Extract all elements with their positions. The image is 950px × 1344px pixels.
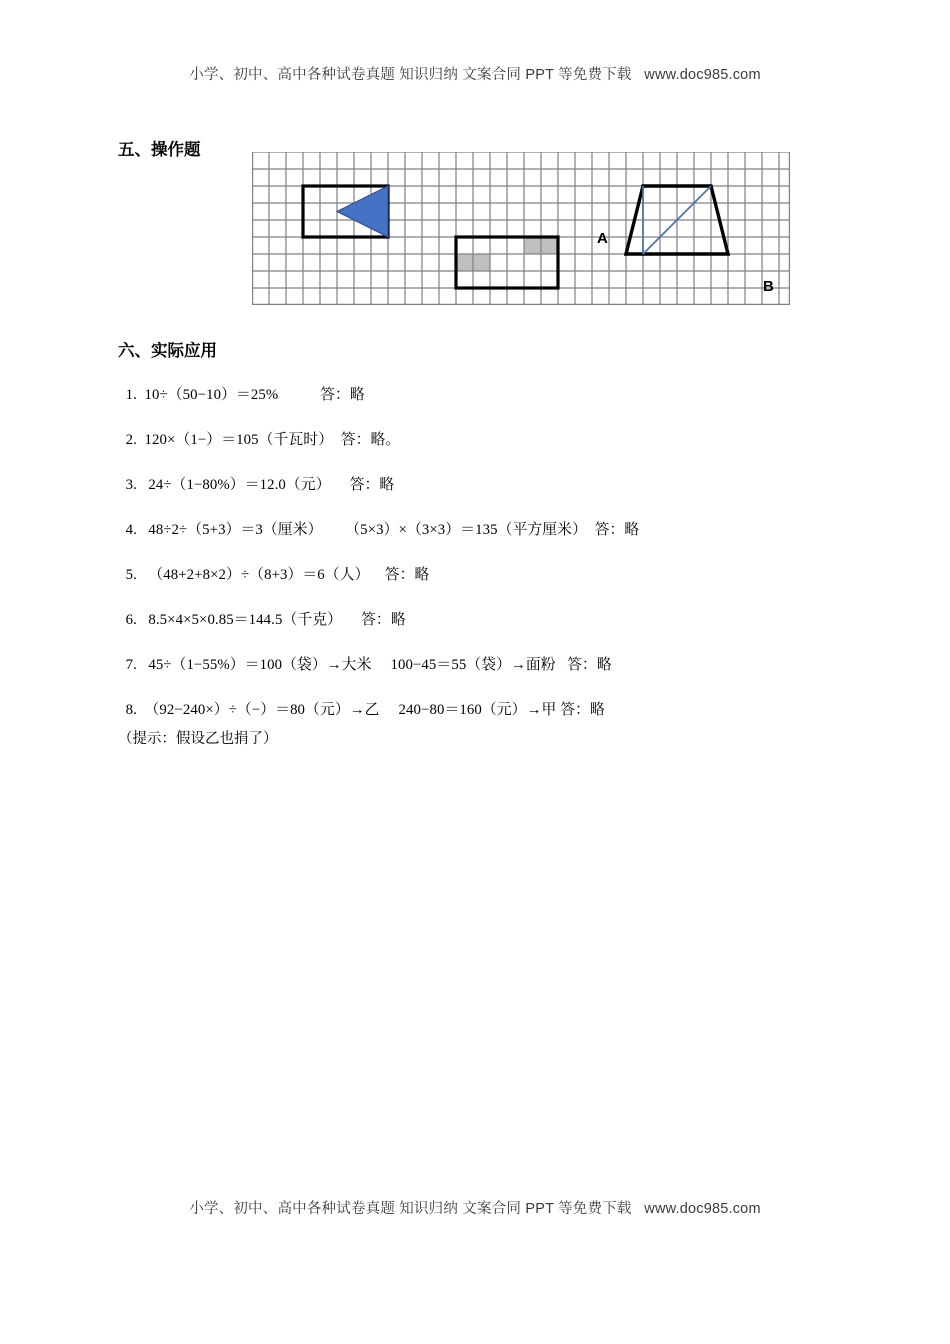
answer-text: （48+2+8×2）÷（8+3）＝6（人） xyxy=(148,567,370,583)
operation-figure xyxy=(252,152,790,305)
answer-number: 3. xyxy=(125,477,137,493)
answer-number: 8. xyxy=(125,702,137,718)
answer-text: 8.5×4×5×0.85＝144.5（千克） xyxy=(148,612,343,628)
answer-text: 120×（1−）＝105（千瓦时） xyxy=(144,432,334,448)
answer-result: 答：略 xyxy=(361,612,406,628)
answer-text: 45÷（1−55%）＝100（袋）→大米 xyxy=(148,657,372,673)
answer-text: 10÷（50−10）＝25% xyxy=(144,387,279,403)
answer-row-3 xyxy=(118,456,394,494)
answer-extra: （5×3）×（3×3）＝135（平方厘米） xyxy=(345,522,587,538)
answer-result: 答：略 xyxy=(560,702,605,718)
answer-row-4 xyxy=(118,501,639,539)
answer-row-2 xyxy=(118,411,400,449)
grid-diagram xyxy=(252,152,790,305)
hint-text: （提示：假设乙也捐了） xyxy=(118,731,278,747)
answer-text: 24÷（1−80%）＝12.0（元） xyxy=(148,477,331,493)
grid-label-b: B xyxy=(763,278,774,295)
blue-triangle xyxy=(337,186,388,237)
answer-row-7 xyxy=(118,636,612,674)
header-watermark: 小学、初中、高中各种试卷真题 知识归纳 文案合同 PPT 等免费下载 www.doc985.com xyxy=(189,67,761,83)
answer-number: 2. xyxy=(125,432,137,448)
answer-row-8 xyxy=(118,681,605,719)
answer-number: 1. xyxy=(125,387,137,403)
answer-text: 48÷2÷（5+3）＝3（厘米） xyxy=(148,522,323,538)
answer-extra: 100−45＝55（袋）→面粉 xyxy=(390,657,556,673)
section-heading-application: 六、实际应用 xyxy=(118,342,217,360)
answer-row-5 xyxy=(118,546,429,584)
answer-result: 答：略 xyxy=(594,522,640,538)
grid-lines xyxy=(252,152,790,305)
answer-text: （92−240×）÷（−）＝80（元）→乙 xyxy=(144,702,380,718)
answer-number: 4. xyxy=(125,522,137,538)
answer-row-6 xyxy=(118,591,406,629)
footer-watermark: 小学、初中、高中各种试卷真题 知识归纳 文案合同 PPT 等免费下载 www.doc985.com xyxy=(189,1201,761,1217)
answer-result: 答：略 xyxy=(384,567,430,583)
section-heading-operation: 五、操作题 xyxy=(118,141,201,159)
grid-label-a: A xyxy=(597,230,608,247)
answer-result: 答：略 xyxy=(320,387,365,403)
answer-number: 6. xyxy=(125,612,137,628)
answer-number: 7. xyxy=(125,657,137,673)
answer-extra: 240−80＝160（元）→甲 xyxy=(398,702,557,718)
answer-number: 5. xyxy=(125,567,137,583)
answer-row-1 xyxy=(118,366,365,404)
answer-result: 答：略。 xyxy=(340,432,401,448)
answer-result: 答：略 xyxy=(567,657,612,673)
answer-result: 答：略 xyxy=(349,477,395,493)
